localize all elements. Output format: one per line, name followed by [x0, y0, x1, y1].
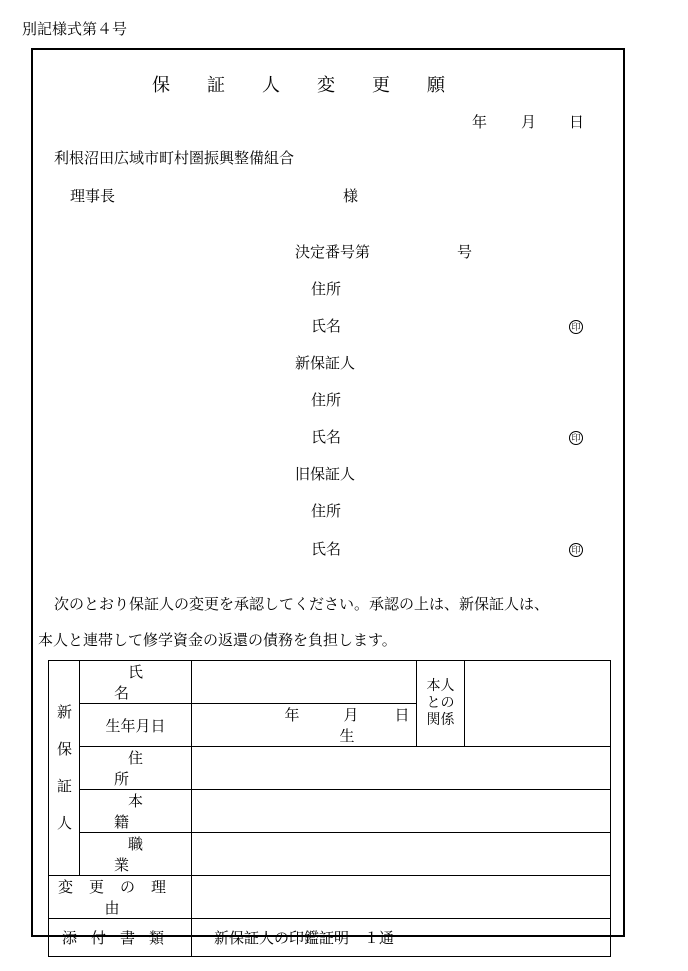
guarantor-info-table [48, 660, 611, 957]
old-guarantor-heading: 旧保証人 [295, 465, 356, 483]
domicile-label-cell: 本籍 [80, 790, 192, 833]
addressee-honorific: 様 [343, 187, 359, 205]
attachments-value-cell: 新保証人の印鑑証明 １通 [192, 919, 611, 957]
occupation-value-cell[interactable] [192, 833, 611, 876]
dob-month-label: 月 [343, 706, 359, 724]
dob-value-cell[interactable] [192, 704, 417, 747]
applicant-name-label: 氏名 [311, 317, 342, 335]
relation-label-cell: 本人との関係 [417, 661, 465, 747]
addressee-organization: 利根沼田広域市町村圏振興整備組合 [54, 149, 295, 167]
addressee-role: 理事長 [70, 187, 116, 205]
name-value-cell[interactable] [192, 661, 417, 704]
new-guarantor-vertical-label: 新保証人 [49, 661, 80, 876]
old-guarantor-address-label: 住所 [311, 502, 342, 520]
address-value-cell[interactable] [192, 747, 611, 790]
relation-value-cell[interactable] [465, 661, 611, 747]
date-month-label: 月 [521, 113, 537, 131]
attachments-label-cell: 添付書類 [49, 919, 192, 957]
new-guarantor-seal-icon: 印 [569, 431, 583, 445]
reason-label-cell: 変更の理由 [49, 876, 192, 919]
statement-line-1: 次のとおり保証人の変更を承認してください。承認の上は、新保証人は、 [54, 595, 550, 613]
reason-value-cell[interactable] [192, 876, 611, 919]
occupation-label-cell: 職業 [80, 833, 192, 876]
old-guarantor-name-label: 氏名 [311, 540, 342, 558]
dob-day-suffix: 日生 [339, 706, 410, 745]
domicile-value-cell[interactable] [192, 790, 611, 833]
dob-label-cell: 生年月日 [80, 704, 192, 747]
new-guarantor-address-label: 住所 [311, 391, 342, 409]
decision-number-prefix: 決定番号第 [295, 243, 371, 261]
name-label-cell: 氏名 [80, 661, 192, 704]
new-guarantor-heading: 新保証人 [295, 354, 356, 372]
address-label-cell: 住所 [80, 747, 192, 790]
form-number-label: 別記様式第４号 [22, 20, 128, 38]
new-guarantor-name-label: 氏名 [311, 428, 342, 446]
old-guarantor-seal-icon: 印 [569, 543, 583, 557]
decision-number-suffix: 号 [457, 243, 473, 261]
applicant-seal-icon: 印 [569, 320, 583, 334]
page-title: 保証人変更願 [152, 75, 482, 96]
applicant-address-label: 住所 [311, 280, 342, 298]
date-day-label: 日 [569, 113, 585, 131]
date-year-label: 年 [472, 113, 488, 131]
statement-line-2: 本人と連帯して修学資金の返還の債務を負担します。 [38, 631, 397, 649]
dob-year-label: 年 [284, 706, 300, 724]
